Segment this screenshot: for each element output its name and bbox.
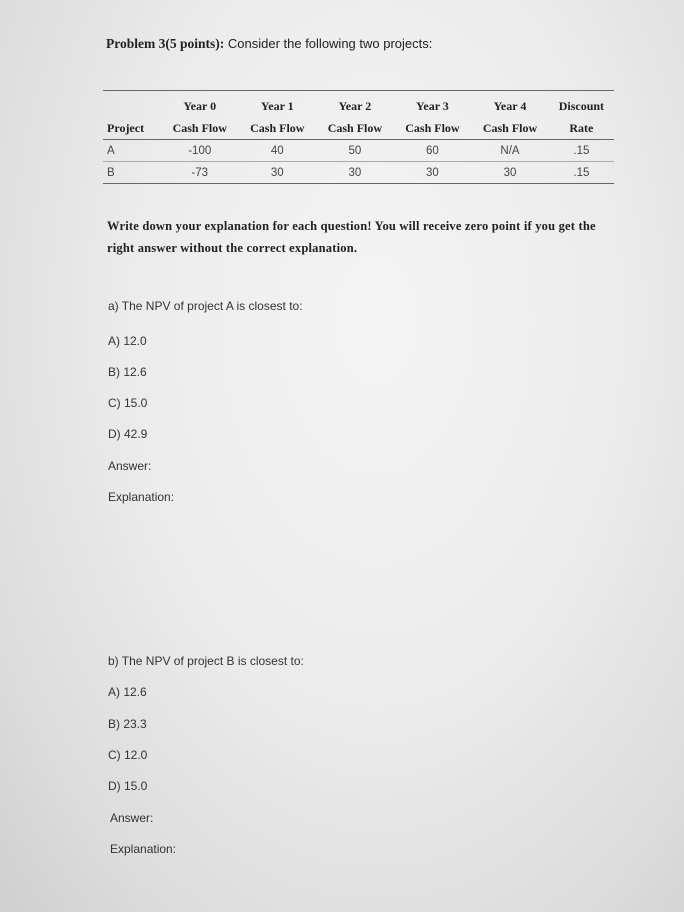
question-b-option: C) 12.0	[108, 748, 148, 762]
table-header-cell: Cash Flow	[161, 116, 239, 140]
problem-heading	[106, 36, 432, 52]
question-a-explanation-label: Explanation:	[108, 490, 175, 504]
table-cell: 60	[394, 140, 472, 162]
table-header-cell: Cash Flow	[471, 116, 549, 140]
table-row	[103, 162, 614, 184]
problem-label: Problem 3(5 points):	[106, 36, 225, 51]
table-cell: 30	[394, 162, 472, 184]
table-header-row	[103, 91, 614, 117]
table-header-cell: Year 1	[239, 91, 317, 117]
question-a-option: D) 42.9	[108, 427, 148, 441]
table-header-cell: Project	[103, 116, 161, 140]
table-header-cell	[103, 91, 161, 117]
instruction-text: Write down your explanation for each question! You will receive zero point if you get the right answer without the correct explanation.	[107, 219, 596, 255]
table-cell: N/A	[471, 140, 549, 162]
table-header-cell: Cash Flow	[394, 116, 472, 140]
table-header-cell: Cash Flow	[239, 116, 317, 140]
table-cell: B	[103, 162, 161, 184]
question-a-option: A) 12.0	[108, 334, 147, 348]
cash-flow-table	[103, 90, 614, 184]
table-cell: .15	[549, 162, 614, 184]
table-header-cell: Cash Flow	[316, 116, 394, 140]
question-b-option: A) 12.6	[108, 685, 147, 699]
table-cell: 30	[471, 162, 549, 184]
problem-text: Consider the following two projects:	[227, 36, 433, 51]
question-a-option: C) 15.0	[108, 396, 148, 410]
question-a-prompt: a) The NPV of project A is closest to:	[108, 299, 303, 313]
table-cell: .15	[549, 140, 614, 162]
table-cell: A	[103, 140, 161, 162]
table-cell: 50	[316, 140, 394, 162]
table-cell: -100	[161, 140, 239, 162]
table-cell: 40	[239, 140, 317, 162]
table-header-cell: Year 3	[394, 91, 472, 117]
question-b-prompt: b) The NPV of project B is closest to:	[108, 654, 304, 668]
table-header-row	[103, 116, 614, 140]
table-header-cell: Rate	[549, 116, 614, 140]
table-header-cell: Year 4	[471, 91, 549, 117]
question-b-explanation-label: Explanation:	[110, 842, 177, 856]
table-row	[103, 140, 614, 162]
table-header-cell: Year 2	[316, 91, 394, 117]
table-cell: 30	[239, 162, 317, 184]
question-a-answer-label: Answer:	[108, 459, 152, 473]
table-cell: 30	[316, 162, 394, 184]
question-b-option: D) 15.0	[108, 779, 148, 793]
question-b-option: B) 23.3	[108, 717, 147, 731]
table-header-cell: Year 0	[161, 91, 239, 117]
question-b-answer-label: Answer:	[110, 811, 154, 825]
question-a-option: B) 12.6	[108, 365, 147, 379]
table-header-cell: Discount	[549, 91, 614, 117]
table-cell: -73	[161, 162, 239, 184]
